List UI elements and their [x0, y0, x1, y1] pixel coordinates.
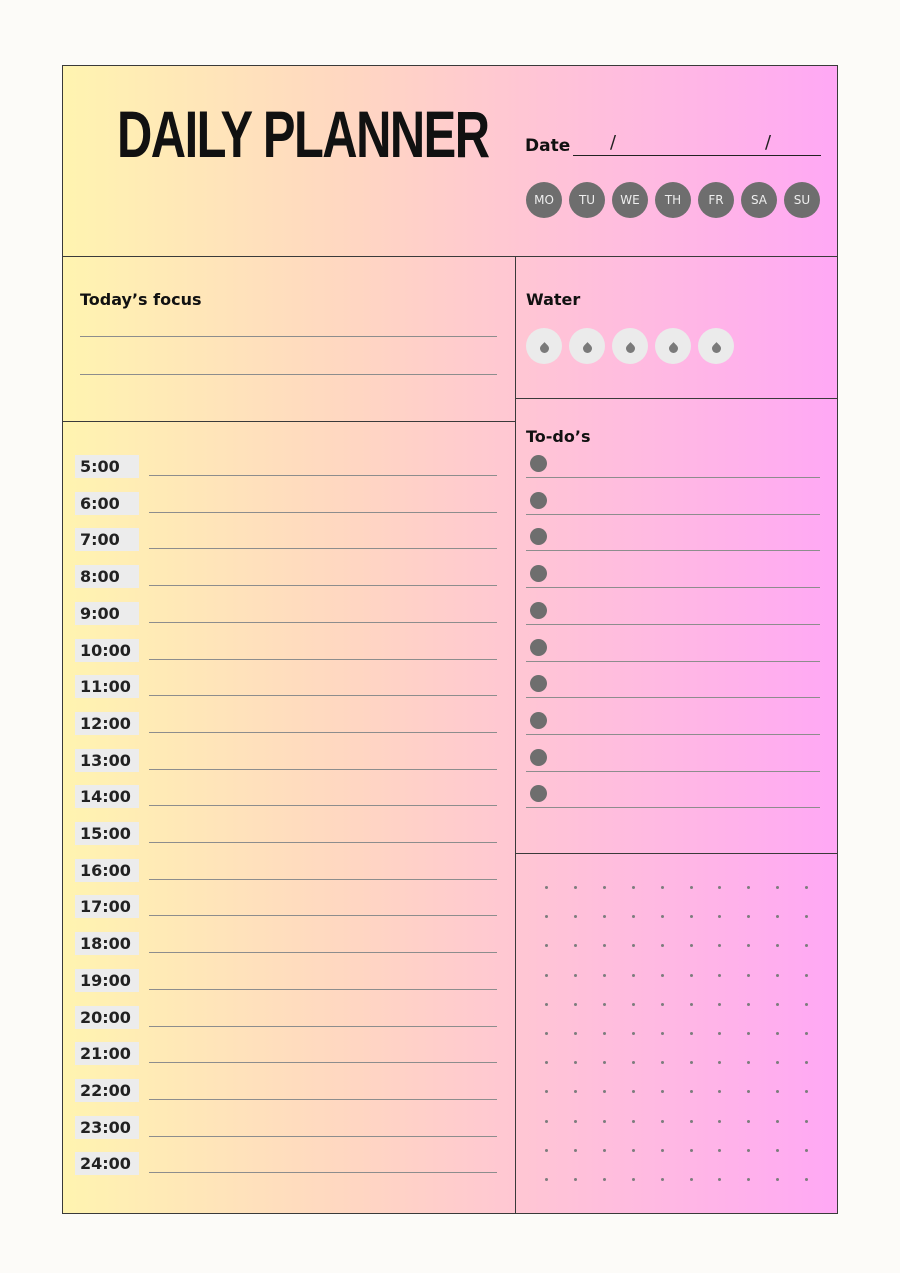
grid-dot	[661, 1061, 664, 1064]
grid-dot	[776, 915, 779, 918]
schedule-line	[149, 585, 497, 586]
water-glass[interactable]	[526, 328, 562, 364]
grid-dot	[632, 1032, 635, 1035]
grid-dot	[747, 944, 750, 947]
grid-dot	[805, 1120, 808, 1123]
grid-dot	[718, 1032, 721, 1035]
water-glass[interactable]	[698, 328, 734, 364]
todo-item[interactable]	[526, 492, 820, 529]
grid-dot	[661, 1003, 664, 1006]
grid-dot	[661, 1178, 664, 1181]
hour-label: 20:00	[75, 1006, 139, 1029]
schedule-line	[149, 842, 497, 843]
todo-item[interactable]	[526, 565, 820, 602]
schedule-line	[149, 659, 497, 660]
water-drop-icon	[538, 342, 551, 355]
todo-item[interactable]	[526, 639, 820, 676]
schedule-line	[149, 989, 497, 990]
day-sa[interactable]: SA	[741, 182, 777, 218]
grid-dot	[776, 944, 779, 947]
grid-dot	[776, 886, 779, 889]
focus-label: Today’s focus	[80, 290, 202, 309]
schedule-row[interactable]	[63, 639, 497, 676]
water-divider	[515, 398, 837, 399]
schedule-line	[149, 1136, 497, 1137]
grid-dot	[545, 1149, 548, 1152]
grid-dot	[776, 1003, 779, 1006]
todo-line	[526, 477, 820, 478]
grid-dot	[574, 1090, 577, 1093]
focus-line[interactable]	[80, 374, 497, 375]
grid-dot	[661, 1120, 664, 1123]
schedule-line	[149, 695, 497, 696]
grid-dot	[545, 1090, 548, 1093]
focus-divider	[63, 421, 515, 422]
todo-item[interactable]	[526, 528, 820, 565]
schedule-row[interactable]	[63, 895, 497, 932]
todo-line	[526, 697, 820, 698]
grid-dot	[718, 1061, 721, 1064]
focus-line[interactable]	[80, 336, 497, 337]
water-label: Water	[526, 290, 581, 309]
todo-checkbox[interactable]	[530, 492, 547, 509]
grid-dot	[632, 915, 635, 918]
grid-dot	[718, 886, 721, 889]
grid-dot	[632, 1149, 635, 1152]
schedule-line	[149, 475, 497, 476]
grid-dot	[603, 944, 606, 947]
grid-dot	[747, 1120, 750, 1123]
todo-line	[526, 771, 820, 772]
todo-item[interactable]	[526, 675, 820, 712]
grid-dot	[661, 886, 664, 889]
hour-label: 14:00	[75, 785, 139, 808]
grid-dot	[690, 1061, 693, 1064]
grid-dot	[776, 1032, 779, 1035]
grid-dot	[632, 1178, 635, 1181]
todo-checkbox[interactable]	[530, 749, 547, 766]
schedule-row[interactable]	[63, 1042, 497, 1079]
grid-dot	[574, 1178, 577, 1181]
grid-dot	[690, 974, 693, 977]
hour-label: 19:00	[75, 969, 139, 992]
grid-dot	[603, 1032, 606, 1035]
grid-dot	[574, 915, 577, 918]
grid-dot	[747, 915, 750, 918]
schedule-row[interactable]	[63, 785, 497, 822]
hour-label: 15:00	[75, 822, 139, 845]
todo-divider	[515, 853, 837, 854]
grid-dot	[747, 974, 750, 977]
grid-dot	[574, 944, 577, 947]
todo-line	[526, 587, 820, 588]
todo-checkbox[interactable]	[530, 675, 547, 692]
grid-dot	[661, 1032, 664, 1035]
grid-dot	[603, 1120, 606, 1123]
schedule-row[interactable]	[63, 859, 497, 896]
grid-dot	[574, 1120, 577, 1123]
hour-label: 12:00	[75, 712, 139, 735]
schedule-line	[149, 512, 497, 513]
grid-dot	[747, 1149, 750, 1152]
grid-dot	[747, 1003, 750, 1006]
hour-label: 8:00	[75, 565, 139, 588]
grid-dot	[690, 1149, 693, 1152]
date-field[interactable]	[573, 155, 821, 156]
grid-dot	[603, 915, 606, 918]
grid-dot	[545, 974, 548, 977]
schedule-row[interactable]	[63, 602, 497, 639]
hour-label: 23:00	[75, 1116, 139, 1139]
grid-dot	[545, 915, 548, 918]
grid-dot	[574, 1003, 577, 1006]
water-drop-icon	[667, 342, 680, 355]
grid-dot	[805, 1061, 808, 1064]
todo-checkbox[interactable]	[530, 528, 547, 545]
hour-label: 22:00	[75, 1079, 139, 1102]
grid-dot	[690, 944, 693, 947]
schedule-row[interactable]	[63, 455, 497, 492]
grid-dot	[574, 1149, 577, 1152]
schedule-row[interactable]	[63, 1079, 497, 1116]
grid-dot	[661, 1090, 664, 1093]
schedule-row[interactable]	[63, 712, 497, 749]
grid-dot	[776, 1120, 779, 1123]
water-drop-icon	[624, 342, 637, 355]
hour-label: 21:00	[75, 1042, 139, 1065]
grid-dot	[603, 1003, 606, 1006]
todo-line	[526, 661, 820, 662]
day-su[interactable]: SU	[784, 182, 820, 218]
grid-dot	[632, 1090, 635, 1093]
todo-item[interactable]	[526, 712, 820, 749]
grid-dot	[603, 1061, 606, 1064]
grid-dot	[603, 1178, 606, 1181]
water-glass[interactable]	[655, 328, 691, 364]
todo-line	[526, 624, 820, 625]
schedule-line	[149, 1172, 497, 1173]
hour-label: 13:00	[75, 749, 139, 772]
grid-dot	[747, 886, 750, 889]
day-we[interactable]: WE	[612, 182, 648, 218]
grid-dot	[690, 1120, 693, 1123]
day-fr[interactable]: FR	[698, 182, 734, 218]
grid-dot	[718, 1090, 721, 1093]
grid-dot	[632, 1061, 635, 1064]
schedule-row[interactable]	[63, 1006, 497, 1043]
schedule-row[interactable]	[63, 1116, 497, 1153]
todo-label: To-do’s	[526, 427, 591, 446]
grid-dot	[632, 886, 635, 889]
todo-line	[526, 734, 820, 735]
grid-dot	[661, 915, 664, 918]
todo-item[interactable]	[526, 455, 820, 492]
grid-dot	[776, 1061, 779, 1064]
grid-dot	[632, 944, 635, 947]
grid-dot	[545, 1061, 548, 1064]
todo-item[interactable]	[526, 785, 820, 822]
hour-label: 5:00	[75, 455, 139, 478]
date-separator: /	[765, 132, 772, 153]
grid-dot	[805, 1032, 808, 1035]
todo-line	[526, 514, 820, 515]
grid-dot	[776, 1149, 779, 1152]
schedule-line	[149, 548, 497, 549]
day-mo[interactable]: MO	[526, 182, 562, 218]
water-drop-icon	[710, 342, 723, 355]
grid-dot	[776, 1090, 779, 1093]
grid-dot	[718, 1178, 721, 1181]
dot-grid-notes[interactable]	[545, 886, 815, 1186]
todo-line	[526, 807, 820, 808]
hour-label: 17:00	[75, 895, 139, 918]
todo-item[interactable]	[526, 749, 820, 786]
grid-dot	[718, 915, 721, 918]
grid-dot	[661, 944, 664, 947]
date-separator: /	[610, 132, 617, 153]
grid-dot	[805, 944, 808, 947]
todo-line	[526, 550, 820, 551]
hour-label: 16:00	[75, 859, 139, 882]
grid-dot	[603, 1090, 606, 1093]
schedule-row[interactable]	[63, 528, 497, 565]
todo-checkbox[interactable]	[530, 785, 547, 802]
weekday-selector	[526, 182, 820, 218]
hour-label: 11:00	[75, 675, 139, 698]
grid-dot	[747, 1178, 750, 1181]
grid-dot	[545, 1120, 548, 1123]
column-divider	[515, 256, 516, 1213]
grid-dot	[805, 1090, 808, 1093]
schedule-line	[149, 622, 497, 623]
grid-dot	[718, 1149, 721, 1152]
date-label: Date	[525, 136, 571, 156]
hour-label: 7:00	[75, 528, 139, 551]
grid-dot	[574, 974, 577, 977]
grid-dot	[747, 1061, 750, 1064]
grid-dot	[545, 1032, 548, 1035]
grid-dot	[603, 1149, 606, 1152]
grid-dot	[632, 1120, 635, 1123]
schedule-line	[149, 1099, 497, 1100]
grid-dot	[805, 1149, 808, 1152]
grid-dot	[690, 1178, 693, 1181]
schedule-row[interactable]	[63, 932, 497, 969]
todo-checkbox[interactable]	[530, 602, 547, 619]
grid-dot	[776, 974, 779, 977]
schedule-row[interactable]	[63, 675, 497, 712]
schedule-row[interactable]	[63, 492, 497, 529]
schedule-row[interactable]	[63, 1152, 497, 1189]
schedule-line	[149, 915, 497, 916]
schedule-row[interactable]	[63, 565, 497, 602]
schedule-line	[149, 1026, 497, 1027]
schedule-line	[149, 732, 497, 733]
grid-dot	[747, 1090, 750, 1093]
grid-dot	[574, 1061, 577, 1064]
planner-sheet	[62, 65, 838, 1214]
todo-checkbox[interactable]	[530, 639, 547, 656]
grid-dot	[690, 915, 693, 918]
grid-dot	[805, 974, 808, 977]
schedule-line	[149, 805, 497, 806]
todo-checkbox[interactable]	[530, 565, 547, 582]
hour-label: 9:00	[75, 602, 139, 625]
grid-dot	[603, 974, 606, 977]
grid-dot	[805, 1003, 808, 1006]
grid-dot	[574, 886, 577, 889]
grid-dot	[632, 974, 635, 977]
grid-dot	[661, 1149, 664, 1152]
grid-dot	[718, 974, 721, 977]
schedule-line	[149, 879, 497, 880]
grid-dot	[805, 1178, 808, 1181]
grid-dot	[747, 1032, 750, 1035]
schedule-line	[149, 769, 497, 770]
grid-dot	[545, 944, 548, 947]
schedule-row[interactable]	[63, 969, 497, 1006]
todo-item[interactable]	[526, 602, 820, 639]
page-title: DAILY PLANNER	[117, 97, 489, 171]
grid-dot	[574, 1032, 577, 1035]
grid-dot	[603, 886, 606, 889]
todo-checkbox[interactable]	[530, 712, 547, 729]
grid-dot	[718, 1120, 721, 1123]
schedule-row[interactable]	[63, 822, 497, 859]
water-drop-icon	[581, 342, 594, 355]
water-glass[interactable]	[569, 328, 605, 364]
grid-dot	[690, 1032, 693, 1035]
water-glass[interactable]	[612, 328, 648, 364]
grid-dot	[545, 1178, 548, 1181]
grid-dot	[690, 886, 693, 889]
schedule-line	[149, 952, 497, 953]
grid-dot	[690, 1003, 693, 1006]
header-divider	[63, 256, 837, 257]
day-th[interactable]: TH	[655, 182, 691, 218]
grid-dot	[718, 944, 721, 947]
schedule-row[interactable]	[63, 749, 497, 786]
grid-dot	[661, 974, 664, 977]
hour-label: 24:00	[75, 1152, 139, 1175]
grid-dot	[718, 1003, 721, 1006]
grid-dot	[545, 886, 548, 889]
water-tracker	[526, 328, 734, 364]
grid-dot	[805, 886, 808, 889]
day-tu[interactable]: TU	[569, 182, 605, 218]
grid-dot	[805, 915, 808, 918]
grid-dot	[632, 1003, 635, 1006]
schedule-line	[149, 1062, 497, 1063]
hour-label: 6:00	[75, 492, 139, 515]
grid-dot	[545, 1003, 548, 1006]
grid-dot	[690, 1090, 693, 1093]
grid-dot	[776, 1178, 779, 1181]
hour-label: 18:00	[75, 932, 139, 955]
todo-checkbox[interactable]	[530, 455, 547, 472]
hour-label: 10:00	[75, 639, 139, 662]
